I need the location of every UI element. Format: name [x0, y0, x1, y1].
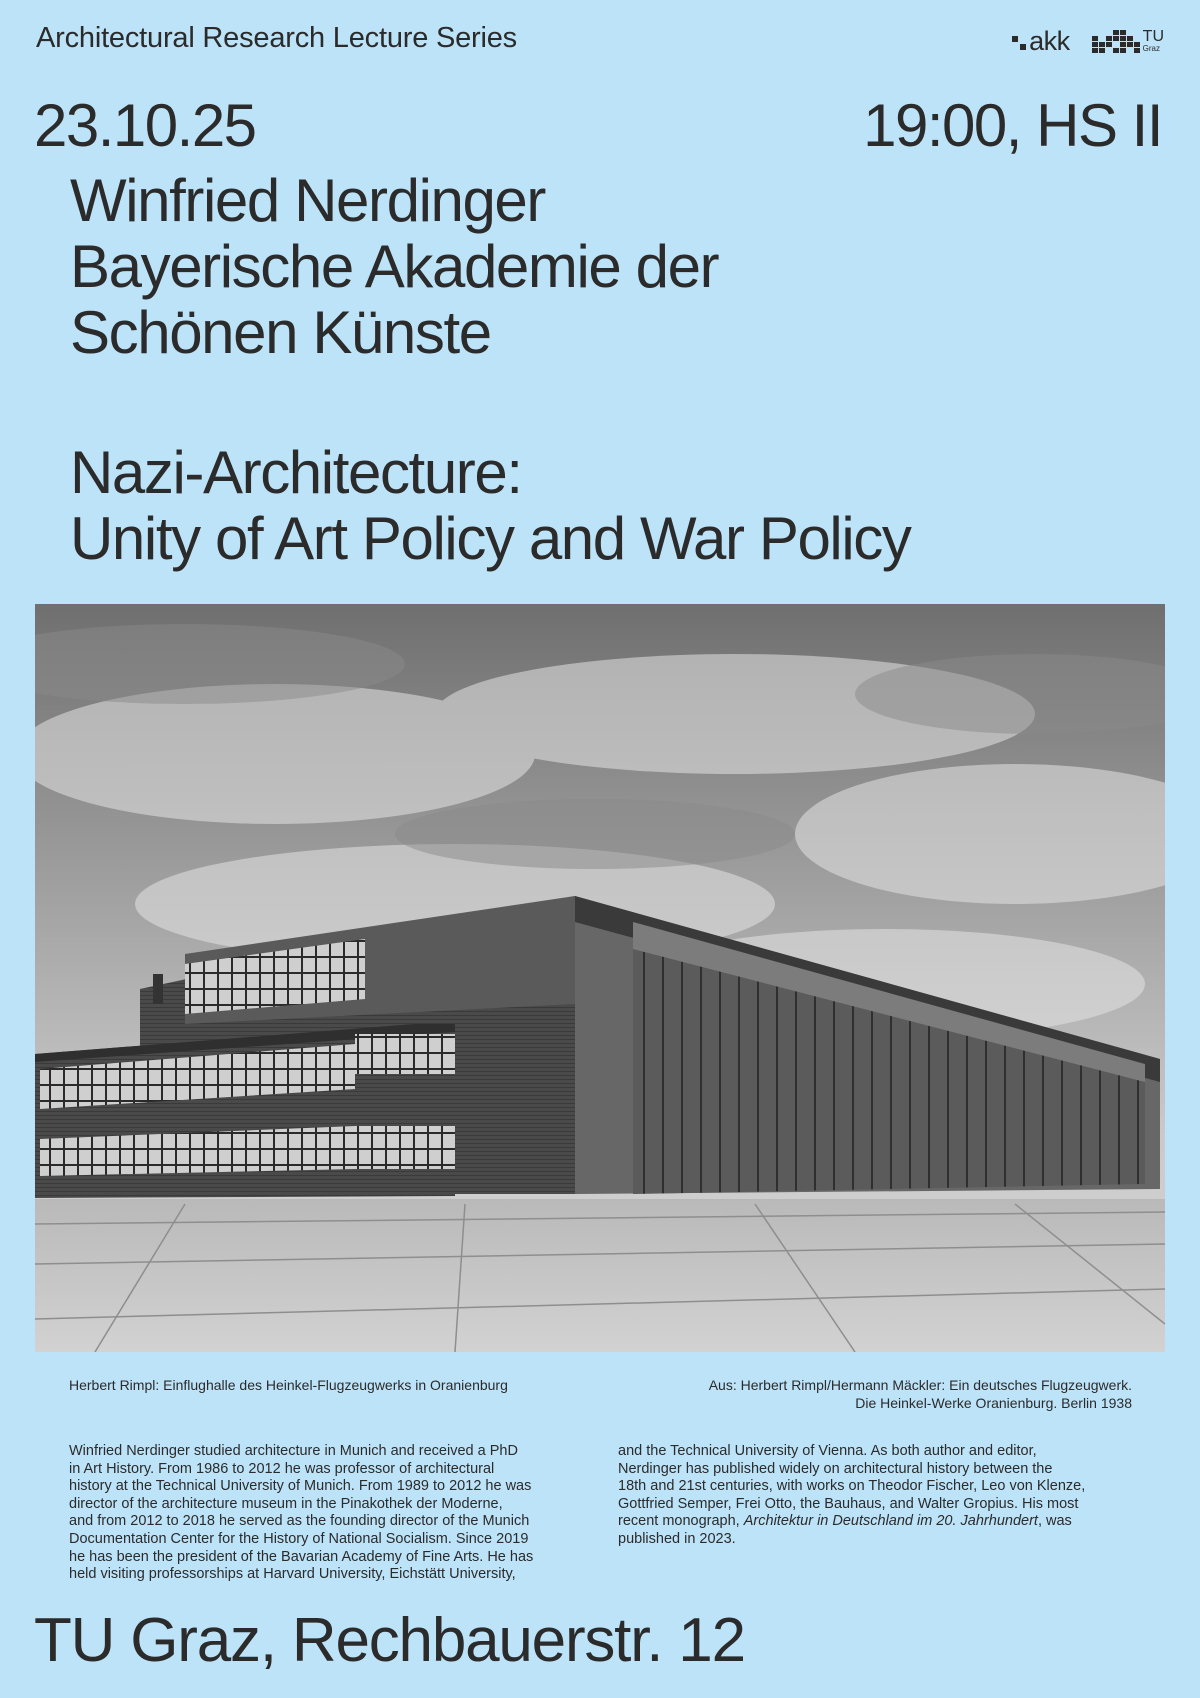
hangar-photo [35, 604, 1165, 1352]
bio-line: and from 2012 to 2018 he served as the founding director of the Munich [69, 1513, 530, 1530]
akk-logo [1012, 26, 1070, 57]
akk-logo-text: akk [1029, 25, 1070, 56]
tu-blocks-icon [1092, 30, 1140, 53]
bio-line: he has been the president of the Bavarian Academy of Fine Arts. He has [69, 1548, 534, 1565]
bio-line: Gottfried Semper, Frei Otto, the Bauhaus, and Walter Gropius. His most [618, 1495, 1079, 1512]
photo-caption-left: Herbert Rimpl: Einflughalle des Heinkel-Flugzeugwerks in Oranienburg [69, 1377, 508, 1393]
bio-column-2 [618, 1443, 1085, 1549]
bio-line: published in 2023. [618, 1530, 736, 1547]
bio-line: in Art History. From 1986 to 2012 he was professor of architectural [69, 1460, 495, 1477]
bio-column-1 [69, 1443, 533, 1584]
bio-line-prefix: recent monograph, [618, 1513, 744, 1530]
bio-line: and the Technical University of Vienna. As both author and editor, [618, 1443, 1037, 1459]
speaker-name: Winfried Nerdinger [70, 167, 545, 234]
akk-dots-icon [1012, 36, 1026, 50]
venue-address: TU Graz, Rechbauerstr. 12 [34, 1606, 745, 1675]
institution-line-2: Schönen Künste [70, 299, 491, 366]
event-date: 23.10.25 [34, 92, 256, 159]
bio-line: held visiting professorships at Harvard University, Eichstätt University, [69, 1566, 516, 1583]
series-title: Architectural Research Lecture Series [36, 22, 517, 54]
bio-line: Nerdinger has published widely on architectural history between the [618, 1460, 1053, 1477]
bio-line: history at the Technical University of Munich. From 1989 to 2012 he was [69, 1478, 532, 1495]
lecture-title-line-1: Nazi-Architecture: [70, 439, 522, 506]
bio-line: director of the architecture museum in the Pinakothek der Moderne, [69, 1495, 503, 1512]
bio-line-suffix: , was [1037, 1513, 1072, 1530]
photo-caption-right [709, 1376, 1132, 1412]
event-time-room: 19:00, HS II [863, 92, 1162, 159]
institution-line-1: Bayerische Akademie der [70, 233, 719, 300]
caption-right-line-2: Die Heinkel-Werke Oranienburg. Berlin 1938 [855, 1395, 1132, 1411]
book-title: Architektur in Deutschland im 20. Jahrhundert [743, 1513, 1038, 1530]
logos [1012, 26, 1164, 56]
bio-line-with-book [618, 1513, 1085, 1531]
bio-line: Documentation Center for the History of National Socialism. Since 2019 [69, 1530, 529, 1547]
tu-logo-sub: Graz [1142, 44, 1161, 53]
bio-line: Winfried Nerdinger studied architecture in Munich and received a PhD [69, 1443, 518, 1459]
bio-line: 18th and 21st centuries, with works on Theodor Fischer, Leo von Klenze, [618, 1478, 1086, 1495]
tu-graz-logo [1092, 29, 1164, 53]
hangar-illustration [35, 604, 1165, 1352]
tu-logo-text: TU [1142, 28, 1164, 45]
caption-right-line-1: Aus: Herbert Rimpl/Hermann Mäckler: Ein deutsches Flugzeugwerk. [708, 1377, 1132, 1393]
lecture-title-line-2: Unity of Art Policy and War Policy [70, 505, 911, 572]
